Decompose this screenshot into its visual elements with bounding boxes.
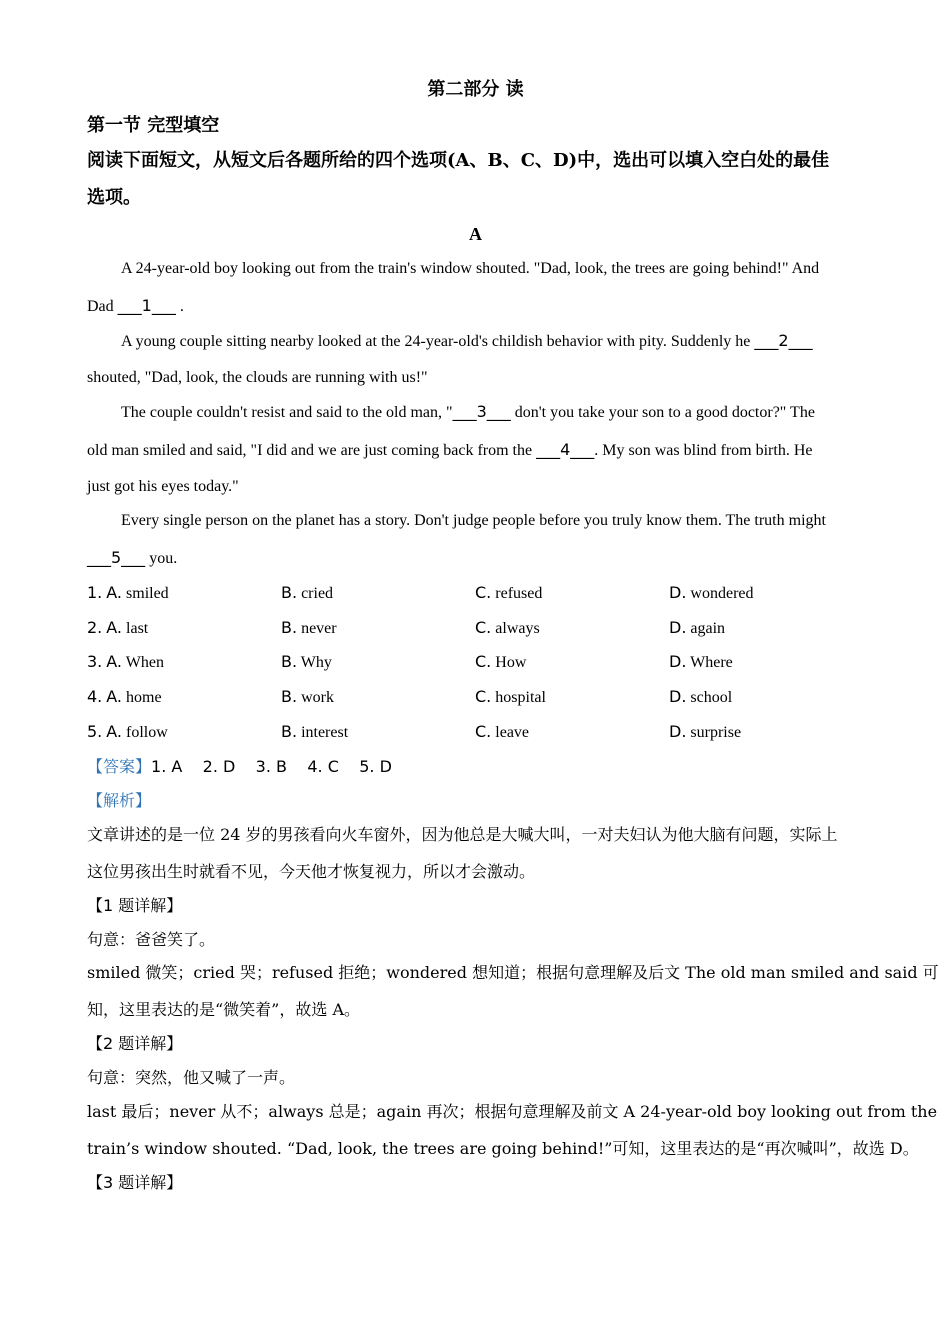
option-text: How bbox=[495, 654, 527, 671]
analysis-summary-line-2: 这位男孩出生时就看不见，今天他才恢复视力，所以才会激动。 bbox=[87, 862, 536, 881]
option-c bbox=[475, 652, 526, 673]
text-fragment: . bbox=[175, 298, 184, 315]
option-label: D. bbox=[669, 583, 687, 602]
option-text: leave bbox=[495, 724, 530, 741]
option-b bbox=[281, 687, 334, 708]
passage-p3-line-1 bbox=[87, 402, 815, 423]
blank-2: ___2___ bbox=[754, 331, 813, 350]
option-d bbox=[669, 652, 733, 673]
option-d bbox=[669, 583, 754, 604]
question-number: 4. bbox=[87, 687, 103, 706]
option-b bbox=[281, 652, 332, 673]
option-label: A. bbox=[106, 583, 123, 602]
q1-explanation-line-1: smiled 微笑；cried 哭；refused 拒绝；wondered 想知道；根据句意理解及后文 The old man smiled and said 可 bbox=[87, 963, 939, 982]
option-label: A. bbox=[106, 618, 123, 637]
passage-p4-line-1: Every single person on the planet has a story. Don't judge people before you truly know them. The truth might bbox=[121, 512, 826, 529]
answer-line bbox=[87, 757, 392, 778]
option-label: C. bbox=[475, 687, 492, 706]
option-text: home bbox=[126, 689, 162, 706]
option-text: never bbox=[301, 620, 337, 637]
section-title: 第一节 完型填空 bbox=[87, 115, 220, 136]
blank-3: ___3___ bbox=[452, 402, 511, 421]
question-number: 1. bbox=[87, 583, 103, 602]
option-text: again bbox=[690, 620, 726, 637]
option-text: cried bbox=[301, 585, 334, 602]
analysis-label: 【解析】 bbox=[87, 791, 152, 810]
option-a bbox=[87, 618, 148, 639]
option-label: C. bbox=[475, 652, 492, 671]
option-c bbox=[475, 722, 529, 743]
option-text: follow bbox=[126, 724, 168, 741]
blank-4: ___4___ bbox=[536, 440, 595, 459]
option-label: C. bbox=[475, 618, 492, 637]
instructions-line-2: 选项。 bbox=[87, 187, 141, 208]
option-label: D. bbox=[669, 618, 687, 637]
option-text: wondered bbox=[690, 585, 754, 602]
option-text: When bbox=[125, 654, 164, 671]
option-a bbox=[87, 583, 169, 604]
option-b bbox=[281, 618, 337, 639]
blank-5: ___5___ bbox=[87, 548, 146, 567]
option-d bbox=[669, 618, 725, 639]
option-a bbox=[87, 722, 168, 743]
passage-p1-line-2 bbox=[87, 296, 184, 317]
option-text: smiled bbox=[126, 585, 169, 602]
part-title: 第二部分 读 bbox=[427, 79, 524, 100]
option-b bbox=[281, 583, 333, 604]
option-text: interest bbox=[301, 724, 349, 741]
option-text: hospital bbox=[495, 689, 546, 706]
option-label: B. bbox=[281, 583, 298, 602]
option-label: A. bbox=[106, 652, 123, 671]
option-text: work bbox=[301, 689, 334, 706]
option-a bbox=[87, 687, 162, 708]
question-number: 3. bbox=[87, 652, 103, 671]
option-c bbox=[475, 687, 546, 708]
option-a bbox=[87, 652, 164, 673]
option-d bbox=[669, 687, 732, 708]
text-fragment: old man smiled and said, "I did and we are just coming back from the bbox=[87, 442, 537, 459]
q3-detail-heading: 【3 题详解】 bbox=[87, 1173, 183, 1192]
text-fragment: The couple couldn't resist and said to the old man, " bbox=[121, 404, 453, 421]
answer-label: 【答案】 bbox=[87, 757, 152, 776]
text-fragment: Dad bbox=[87, 298, 118, 315]
option-label: B. bbox=[281, 652, 298, 671]
option-label: D. bbox=[669, 687, 687, 706]
option-text: surprise bbox=[690, 724, 742, 741]
option-text: last bbox=[126, 620, 149, 637]
option-c bbox=[475, 618, 540, 639]
option-label: A. bbox=[106, 687, 123, 706]
analysis-summary-line-1: 文章讲述的是一位 24 岁的男孩看向火车窗外，因为他总是大喊大叫，一对夫妇认为他大脑有问题，实际上 bbox=[87, 825, 838, 844]
answer-text: 1. A 2. D 3. B 4. C 5. D bbox=[151, 757, 392, 776]
option-label: A. bbox=[106, 722, 123, 741]
option-label: B. bbox=[281, 722, 298, 741]
q1-detail-heading: 【1 题详解】 bbox=[87, 896, 183, 915]
option-label: C. bbox=[475, 722, 492, 741]
passage-label: A bbox=[469, 224, 482, 244]
option-label: D. bbox=[669, 722, 687, 741]
question-number: 5. bbox=[87, 722, 103, 741]
text-fragment: you. bbox=[145, 550, 178, 567]
passage-p2-line-1 bbox=[87, 331, 813, 352]
option-text: Where bbox=[690, 654, 733, 671]
q1-explanation-line-2: 知，这里表达的是“微笑着”，故选 A。 bbox=[87, 1000, 361, 1019]
option-text: always bbox=[495, 620, 540, 637]
option-label: C. bbox=[475, 583, 492, 602]
q2-detail-heading: 【2 题详解】 bbox=[87, 1034, 183, 1053]
question-number: 2. bbox=[87, 618, 103, 637]
q1-meaning: 句意：爸爸笑了。 bbox=[87, 930, 216, 949]
passage-p2-line-2: shouted, "Dad, look, the clouds are running with us!" bbox=[87, 369, 428, 386]
blank-1: ___1___ bbox=[117, 296, 176, 315]
option-c bbox=[475, 583, 542, 604]
passage-p3-line-3: just got his eyes today." bbox=[87, 478, 239, 495]
option-text: Why bbox=[300, 654, 332, 671]
option-label: B. bbox=[281, 618, 298, 637]
instructions-line-1: 阅读下面短文，从短文后各题所给的四个选项(A、B、C、D)中，选出可以填入空白处的最佳 bbox=[87, 150, 830, 171]
option-text: school bbox=[690, 689, 733, 706]
option-b bbox=[281, 722, 348, 743]
passage-p1-line-1: A 24-year-old boy looking out from the train's window shouted. "Dad, look, the trees are going behind!" And bbox=[121, 260, 820, 277]
passage-p4-line-2 bbox=[87, 548, 177, 569]
option-d bbox=[669, 722, 741, 743]
text-fragment: . My son was blind from birth. He bbox=[594, 442, 813, 459]
text-fragment: A young couple sitting nearby looked at the 24-year-old's childish behavior with pity. Suddenly he bbox=[121, 333, 755, 350]
q2-explanation-line-2: train’s window shouted. “Dad, look, the trees are going behind!”可知，这里表达的是“再次喊叫”，故选 D。 bbox=[87, 1139, 919, 1158]
option-text: refused bbox=[495, 585, 543, 602]
option-label: D. bbox=[669, 652, 687, 671]
text-fragment: don't you take your son to a good doctor?" The bbox=[510, 404, 815, 421]
q2-explanation-line-1: last 最后；never 从不；always 总是；again 再次；根据句意理解及前文 A 24-year-old boy looking out from the bbox=[87, 1102, 938, 1121]
q2-meaning: 句意：突然，他又喊了一声。 bbox=[87, 1068, 296, 1087]
option-label: B. bbox=[281, 687, 298, 706]
passage-p3-line-2 bbox=[87, 440, 812, 461]
